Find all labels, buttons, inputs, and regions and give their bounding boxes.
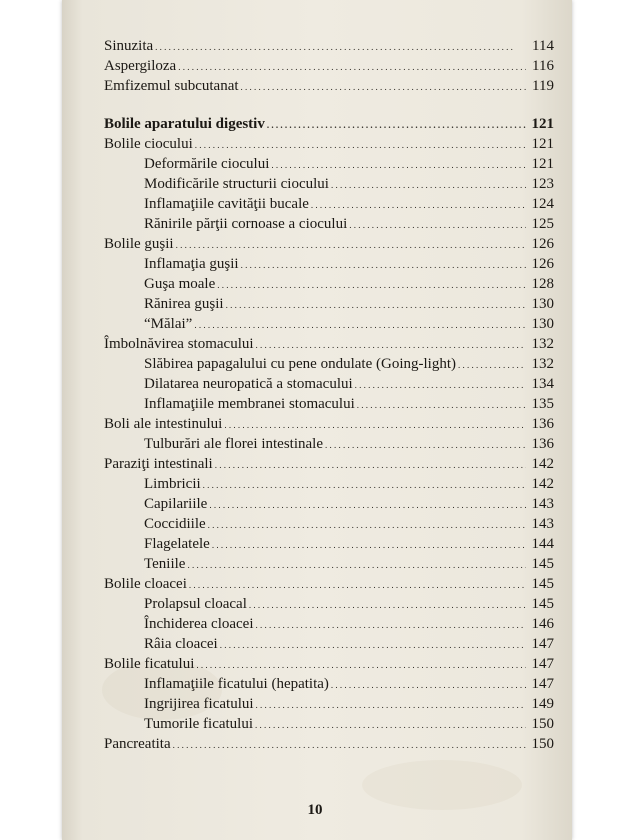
- toc-entry-page: 114: [532, 38, 554, 54]
- toc-entry-page: 136: [531, 436, 554, 452]
- dot-leader: [325, 434, 526, 455]
- toc-entry-title: Bolile ficatului: [104, 656, 195, 672]
- toc-entry-title: Ingrijirea ficatului: [144, 696, 254, 712]
- toc-subentry: [104, 354, 554, 374]
- toc-entry-page: 146: [531, 616, 554, 632]
- dot-leader: [195, 134, 526, 155]
- dot-leader: [189, 574, 526, 595]
- dot-leader: [194, 314, 526, 335]
- toc-entry-title: Paraziţi intestinali: [104, 456, 213, 472]
- dot-leader: [220, 634, 526, 655]
- toc-entry-page: 128: [531, 276, 554, 292]
- toc-subentry: [104, 514, 554, 534]
- dot-leader: [173, 734, 526, 755]
- dot-leader: [255, 714, 526, 735]
- toc-entry-page: 126: [531, 236, 554, 252]
- toc-entry-title: Îmbolnăvirea stomacului: [104, 336, 254, 352]
- dot-leader: [208, 514, 526, 535]
- toc-subentry: [104, 594, 554, 614]
- toc-entry-title: Modificările structurii ciocului: [144, 176, 329, 192]
- toc-entry: [104, 414, 554, 434]
- toc-entry-page: 130: [531, 296, 554, 312]
- toc-entry: [104, 734, 554, 754]
- toc-entry-title: Dilatarea neuropatică a stomacului: [144, 376, 353, 392]
- dot-leader: [215, 454, 526, 475]
- toc-entry-title: Râia cloacei: [144, 636, 218, 652]
- toc-entry-page: 147: [531, 636, 554, 652]
- toc-entry-page: 132: [531, 356, 554, 372]
- toc-section-heading: [104, 114, 554, 134]
- toc-entry-title: Rănirile părţii cornoase a ciocului: [144, 216, 348, 232]
- dot-leader: [349, 214, 526, 235]
- toc-entry-page: 136: [531, 416, 554, 432]
- toc-entry-page: 150: [531, 736, 554, 752]
- toc-subentry: [104, 494, 554, 514]
- toc-entry: [104, 574, 554, 594]
- toc-entry-title: Bolile cloacei: [104, 576, 187, 592]
- toc-entry-title: Tumorile ficatului: [144, 716, 254, 732]
- toc-entry-title: Slăbirea papagalului cu pene ondulate (Going-light): [144, 356, 456, 372]
- toc-subentry: [104, 294, 554, 314]
- dot-leader: [458, 354, 526, 375]
- toc-subentry: [104, 674, 554, 694]
- table-of-contents: [104, 36, 554, 754]
- toc-entry-page: 145: [531, 556, 554, 572]
- toc-entry-page: 116: [532, 58, 554, 74]
- toc-subentry: [104, 394, 554, 414]
- toc-entry: [104, 36, 554, 56]
- dot-leader: [217, 274, 526, 295]
- dot-leader: [271, 154, 526, 175]
- toc-entry-page: 147: [531, 676, 554, 692]
- toc-entry-page: 119: [532, 78, 554, 94]
- toc-entry: [104, 454, 554, 474]
- toc-entry-title: Inflamaţiile cavităţii bucale: [144, 196, 309, 212]
- toc-entry-title: Inflamaţiile membranei stomacului: [144, 396, 355, 412]
- toc-entry-title: Coccidiile: [144, 516, 206, 532]
- toc-entry-title: Teniile: [144, 556, 186, 572]
- toc-entry: [104, 654, 554, 674]
- toc-entry-page: 135: [531, 396, 554, 412]
- toc-entry-title: Tulburări ale florei intestinale: [144, 436, 323, 452]
- toc-subentry: [104, 194, 554, 214]
- toc-entry-title: Închiderea cloacei: [144, 616, 254, 632]
- dot-leader: [357, 394, 526, 415]
- toc-entry-page: 123: [531, 176, 554, 192]
- toc-subentry: [104, 714, 554, 734]
- toc-subentry: [104, 554, 554, 574]
- dot-leader: [331, 674, 526, 695]
- dot-leader: [256, 694, 526, 715]
- dot-leader: [256, 614, 526, 635]
- toc-subentry: [104, 374, 554, 394]
- toc-entry-title: Limbricii: [144, 476, 201, 492]
- toc-subentry: [104, 534, 554, 554]
- toc-subentry: [104, 154, 554, 174]
- dot-leader: [176, 234, 526, 255]
- dot-leader: [355, 374, 526, 395]
- dot-leader: [241, 76, 526, 97]
- toc-entry-title: Bolile guşii: [104, 236, 174, 252]
- toc-entry-page: 130: [531, 316, 554, 332]
- toc-entry-title: Inflamaţiile ficatului (hepatita): [144, 676, 329, 692]
- toc-subentry: [104, 314, 554, 334]
- toc-entry-page: 150: [531, 716, 554, 732]
- page-number: 10: [307, 802, 323, 818]
- toc-entry-page: 134: [531, 376, 554, 392]
- toc-subentry: [104, 694, 554, 714]
- dot-leader: [155, 36, 526, 57]
- toc-entry-title: Bolile ciocului: [104, 136, 193, 152]
- toc-entry-page: 149: [531, 696, 554, 712]
- toc-entry-page: 126: [531, 256, 554, 272]
- toc-entry: [104, 134, 554, 154]
- toc-entry-title: Guşa moale: [144, 276, 216, 292]
- toc-subentry: [104, 254, 554, 274]
- toc-entry-page: 124: [531, 196, 554, 212]
- toc-subentry: [104, 274, 554, 294]
- toc-entry-page: 143: [531, 496, 554, 512]
- toc-entry-page: 144: [531, 536, 554, 552]
- dot-leader: [203, 474, 526, 495]
- toc-entry: [104, 334, 554, 354]
- toc-entry-page: 121: [531, 136, 554, 152]
- toc-entry-page: 145: [531, 596, 554, 612]
- toc-entry: [104, 56, 554, 76]
- toc-entry-title: Pancreatita: [104, 736, 171, 752]
- dot-leader: [331, 174, 526, 195]
- toc-entry-title: Bolile aparatului digestiv: [104, 116, 265, 132]
- toc-entry-page: 121: [531, 156, 554, 172]
- dot-leader: [224, 414, 526, 435]
- toc-entry-title: Capilariile: [144, 496, 208, 512]
- dot-leader: [241, 254, 526, 275]
- toc-subentry: [104, 614, 554, 634]
- toc-entry-page: 143: [531, 516, 554, 532]
- dot-leader: [187, 554, 526, 575]
- toc-entry-page: 142: [531, 476, 554, 492]
- toc-entry-title: Aspergiloza: [104, 58, 177, 74]
- toc-entry-title: Rănirea guşii: [144, 296, 224, 312]
- dot-leader: [212, 534, 526, 555]
- toc-entry-title: Sinuzita: [104, 38, 154, 54]
- toc-entry-title: Boli ale intestinului: [104, 416, 223, 432]
- dot-leader: [196, 654, 526, 675]
- dot-leader: [256, 334, 526, 355]
- toc-entry-page: 132: [531, 336, 554, 352]
- toc-entry: [104, 76, 554, 96]
- toc-entry-page: 125: [531, 216, 554, 232]
- toc-subentry: [104, 474, 554, 494]
- dot-leader: [267, 114, 526, 135]
- toc-entry-page: 147: [531, 656, 554, 672]
- toc-subentry: [104, 434, 554, 454]
- toc-entry-title: Prolapsul cloacal: [144, 596, 247, 612]
- toc-entry: [104, 234, 554, 254]
- toc-entry-title: Flagelatele: [144, 536, 210, 552]
- toc-entry-page: 121: [531, 116, 554, 132]
- toc-entry-page: 145: [531, 576, 554, 592]
- dot-leader: [311, 194, 526, 215]
- section-gap: [104, 96, 554, 114]
- dot-leader: [249, 594, 526, 615]
- toc-subentry: [104, 174, 554, 194]
- toc-entry-title: Deformările ciocului: [144, 156, 270, 172]
- toc-entry-page: 142: [531, 456, 554, 472]
- toc-subentry: [104, 214, 554, 234]
- dot-leader: [178, 56, 526, 77]
- toc-entry-title: Emfizemul subcutanat: [104, 78, 239, 94]
- toc-entry-title: “Mălai”: [144, 316, 193, 332]
- toc-entry-title: Inflamaţia guşii: [144, 256, 239, 272]
- dot-leader: [209, 494, 526, 515]
- dot-leader: [226, 294, 526, 315]
- toc-subentry: [104, 634, 554, 654]
